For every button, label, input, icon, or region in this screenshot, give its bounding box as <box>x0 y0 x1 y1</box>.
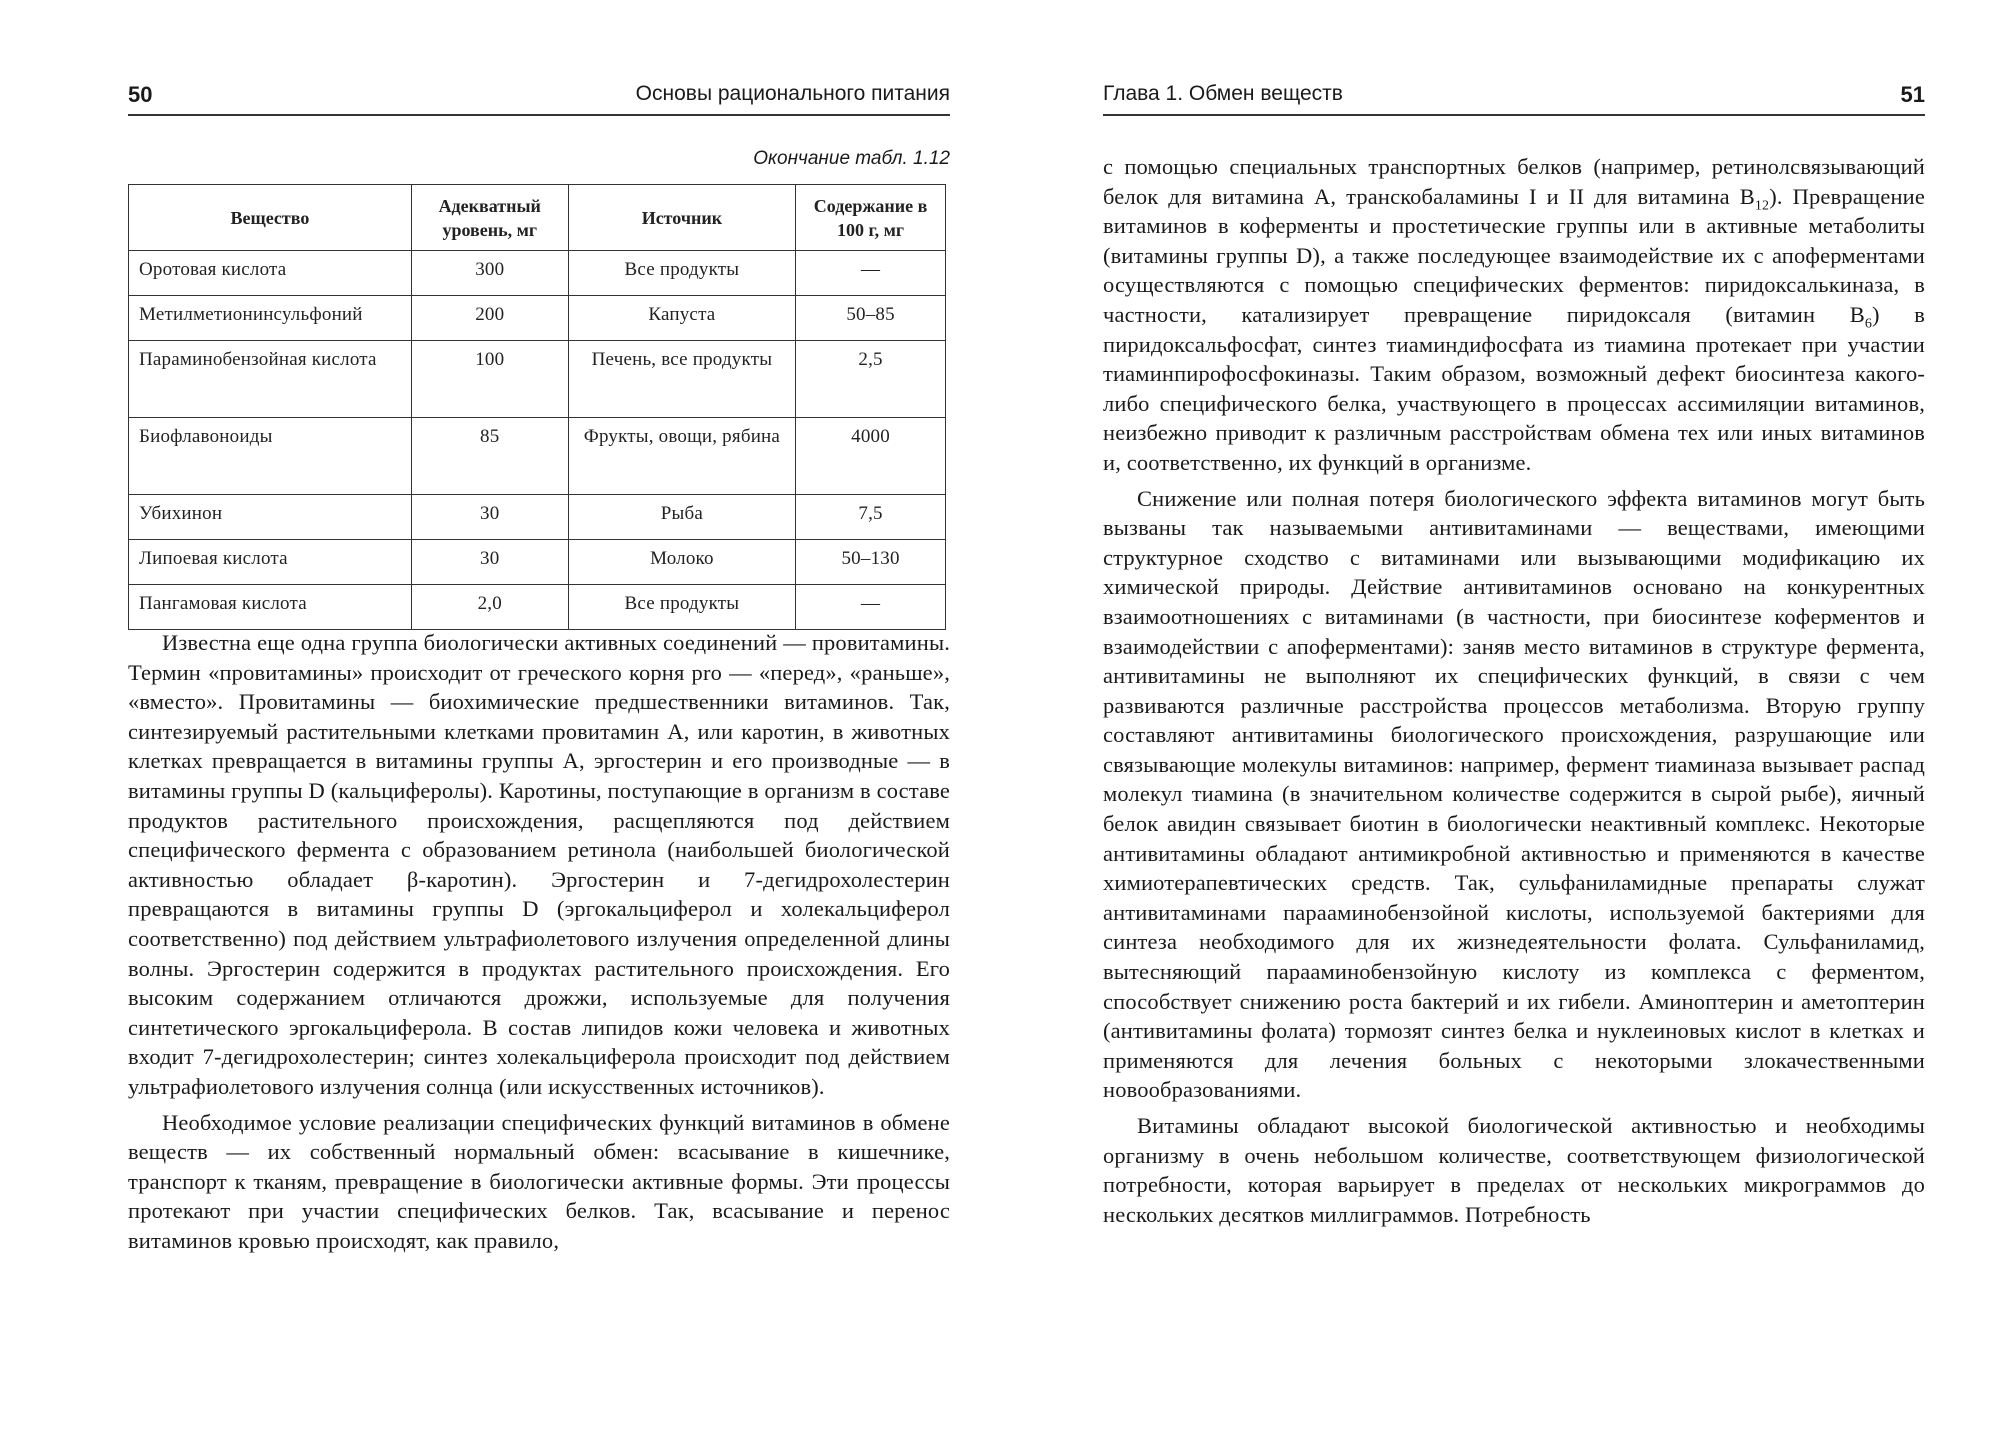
page-number-left: 50 <box>128 82 153 107</box>
table-row <box>129 296 946 341</box>
table-cell: — <box>796 585 946 630</box>
table-header-row <box>129 185 946 251</box>
table-caption: Окончание табл. 1.12 <box>753 148 950 169</box>
table-cell: 30 <box>411 495 568 540</box>
paragraph: Витамины обладают высокой биологической активностью и необходимы организму в очень небольшом количестве, соответствующем физиологической потребности, которая варьирует в пределах от нескольких микрограммов до нескольких десятков миллиграммов. Потребность <box>1103 1113 1925 1227</box>
table-row <box>129 495 946 540</box>
table-cell: Молоко <box>568 540 795 585</box>
left-page <box>128 0 950 1437</box>
table-cell: Капуста <box>568 296 795 341</box>
table-cell: 200 <box>411 296 568 341</box>
running-title-left: Основы рационального питания <box>635 82 950 105</box>
table-cell: 30 <box>411 540 568 585</box>
table-cell: 2,5 <box>796 341 946 418</box>
table-cell: Метилметионинсульфоний <box>129 296 412 341</box>
running-head-right <box>1103 80 1925 116</box>
subscript: 12 <box>1754 198 1770 214</box>
table-cell: Биофлавоноиды <box>129 418 412 495</box>
table-row <box>129 418 946 495</box>
text-run: с помощью специальных транспортных белков (например, ретинолсвязывающий белок для витамина А, транскобаламины I и II для витамина B <box>1103 154 1925 209</box>
table-cell: 85 <box>411 418 568 495</box>
table-header-cell: Вещество <box>129 185 412 251</box>
table-row <box>129 341 946 418</box>
paragraph: Снижение или полная потеря биологического эффекта витаминов могут быть вызваны так называемыми антивитаминами — веществами, имеющими структурное сходство с витаминами или вызывающими модификацию их химической природы. Действие антивитаминов основано на конкурентных взаимоотношениях с витаминами (в частности, при биосинтезе коферментов и взаимодействии с апоферментами): заняв место витаминов в структуре фермента, антивитамины не выполняют их специфических функций, в связи с чем развиваются различные расстройства процессов метаболизма. Вторую группу составляют антивитамины биологического происхождения, разрушающие или связывающие молекулы витаминов: например, фермент тиаминаза вызывает распад молекул тиамина (в значительном количестве содержится в сырой рыбе), яичный белок авидин связывает биотин в биологически неактивный комплекс. Некоторые антивитамины обладают антимикробной активностью и применяются в качестве химиотерапевтических средств. Так, сульфаниламидные препараты служат антивитаминами парааминобензойной кислоты, используемой бактериями для синтеза необходимого для их жизнедеятельности фолата. Сульфаниламид, вытесняющий парааминобензойную кислоту из комплекса с ферментом, способствует снижению роста бактерий и их гибели. Аминоптерин и аметоптерин (антивитамины фолата) тормозят синтез белка и нуклеиновых кислот в клетках и применяются для лечения больных с некоторыми злокачественными новообразованиями. <box>1103 485 1925 1103</box>
table-cell: — <box>796 251 946 296</box>
table-cell: Все продукты <box>568 585 795 630</box>
table-cell: Все продукты <box>568 251 795 296</box>
table-cell: Липоевая кислота <box>129 540 412 585</box>
text-run: ). Превращение витаминов в коферменты и простетические группы или в активные метаболиты (витамины группы D), а также последующее взаимодействие их с апоферментами осуществляются с помощью специфических ферментов: пиридоксалькиназа, в частности, катализирует превращение пиридоксаля (витамин B <box>1103 183 1925 327</box>
text-run: ) в пиридоксальфосфат, синтез тиаминдифосфата из тиамина протекает при участии тиаминпирофосфокиназы. Таким образом, возможный дефект биосинтеза какого-либо специфического белка, участвующего в процессах ассимиляции витаминов, неизбежно приводит к различным расстройствам обмена тех или иных витаминов и, соответственно, их функций в организме. <box>1103 301 1925 475</box>
table-row <box>129 540 946 585</box>
table-header-cell: Адекватный уровень, мг <box>411 185 568 251</box>
right-page <box>1103 0 1925 1437</box>
table-cell: Параминобензойная кислота <box>129 341 412 418</box>
left-body-text <box>128 628 950 1255</box>
paragraph: Необходимое условие реализации специфических функций витаминов в обмене веществ — их собственный нормальный обмен: всасывание в кишечнике, транспорт к тканям, превращение в биологически активные формы. Эти процессы протекают при участии специфических белков. Так, всасывание и перенос витаминов кровью происходят, как правило, <box>128 1109 950 1253</box>
table-header-cell: Источник <box>568 185 795 251</box>
table-row <box>129 585 946 630</box>
table-cell: Фрукты, овощи, рябина <box>568 418 795 495</box>
table-cell: 7,5 <box>796 495 946 540</box>
table-cell: 100 <box>411 341 568 418</box>
table-row <box>129 251 946 296</box>
table-cell: 50–130 <box>796 540 946 585</box>
page-number-right: 51 <box>1900 82 1925 107</box>
paragraph: Известна еще одна группа биологически активных соединений — провитамины. Термин «провитамины» происходит от греческого корня pro — «перед», «раньше», «вместо». Провитамины — биохимические предшественники витаминов. Так, синтезируемый растительными клетками провитамин А, или каротин, в животных клетках превращается в витамины группы А, эргостерин и его производные — в витамины группы D (кальциферолы). Каротины, поступающие в организм в составе продуктов растительного происхождения, расщепляются под действием специфического фермента с образованием ретинола (наибольшей биологической активностью обладает β-каротин). Эргостерин и 7-дегидрохолестерин превращаются в витамины группы D (эргокальциферол и холекальциферол соответственно) под действием ультрафиолетового излучения определенной длины волны. Эргостерин содержится в продуктах растительного происхождения. Его высоким содержанием отличаются дрожжи, используемые для получения синтетического эргокальциферола. В состав липидов кожи человека и животных входит 7-дегидрохолестерин; синтез холекальциферола происходит под действием ультрафиолетового излучения солнца (или искусственных источников). <box>128 630 950 1099</box>
table-cell: Убихинон <box>129 495 412 540</box>
running-title-right: Глава 1. Обмен веществ <box>1103 82 1343 105</box>
table-cell: Рыба <box>568 495 795 540</box>
vitamin-like-substances-table <box>128 184 946 630</box>
running-head-left <box>128 80 950 116</box>
table-cell: Пангамовая кислота <box>129 585 412 630</box>
right-body-text <box>1103 152 1925 1229</box>
table-cell: 2,0 <box>411 585 568 630</box>
paragraph <box>1103 152 1925 478</box>
subscript: 6 <box>1864 316 1873 332</box>
table-cell: Печень, все продукты <box>568 341 795 418</box>
table-header-cell: Содержание в 100 г, мг <box>796 185 946 251</box>
table-cell: 50–85 <box>796 296 946 341</box>
table-cell: 4000 <box>796 418 946 495</box>
table-cell: 300 <box>411 251 568 296</box>
table-cell: Оротовая кислота <box>129 251 412 296</box>
